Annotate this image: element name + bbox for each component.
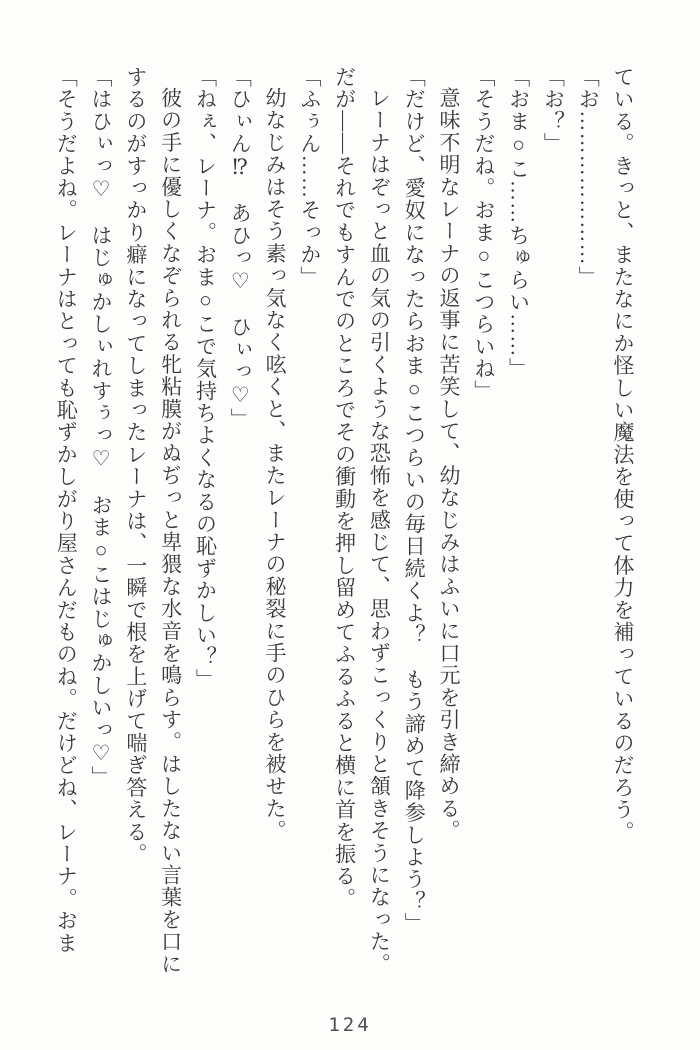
novel-paragraph-dialogue: 「おま○こ……ちゅらい……」: [506, 66, 531, 380]
novel-paragraph-dialogue: 「そうだね。おま○こつらいね」: [471, 66, 496, 402]
novel-paragraph-dialogue: 「はひぃっ♡ はじゅかしぃれすぅっ♡ おま○こはじゅかしいっ♡」: [89, 66, 114, 789]
novel-paragraph-dialogue: 「だけど、愛奴になったらおま○こつらいの毎日続くよ？ もう諦めて降参しよう？」: [402, 66, 427, 935]
novel-paragraph: ている。きっと、またなにか怪しい魔法を使って体力を補っているのだろう。: [611, 66, 635, 843]
novel-paragraph-dialogue: 「お？」: [541, 66, 566, 155]
novel-paragraph-dialogue: 「お…………………」: [576, 66, 601, 288]
novel-paragraph-dialogue: 「ひぃん⁉ あひっ♡ ひぃっ♡」: [228, 66, 253, 431]
novel-paragraph: 幼なじみはそう素っ気なく呟くと、またレーナの秘裂に手のひらを被せた。: [263, 87, 288, 842]
novel-paragraph-dialogue: 「ねぇ、レーナ。おま○こで気持ちよくなるの恥ずかしい？」: [193, 66, 218, 691]
novel-paragraph-dialogue: 「ふぅん……そっか」: [297, 66, 322, 288]
novel-paragraph: 意味不明なレーナの返事に苦笑して、幼なじみはふいに口元を引き締める。: [437, 87, 462, 842]
page-number: 124: [328, 1014, 372, 1036]
novel-paragraph-dialogue: 「そうだよね。レーナはとっても恥ずかしがり屋さんだものね。だけどね、レーナ。おま: [54, 66, 79, 954]
novel-paragraph: だが——それでもすんでのところでその衝動を押し留めてふるふると横に首を振る。: [332, 66, 357, 910]
novel-paragraph: レーナはぞっと血の気の引くような恐怖を感じて、思わずこっくりと頷きそうになった。: [367, 87, 392, 975]
vertical-text-block: [48, 66, 640, 984]
novel-paragraph: 彼の手に優しくなぞられる牝粘膜がぬぢっと卑猥な水音を鳴らす。はしたない言葉を口にするのがすっかり癖になってしまったレーナは、一瞬で根を上げて喘ぎ答える。: [123, 66, 183, 975]
